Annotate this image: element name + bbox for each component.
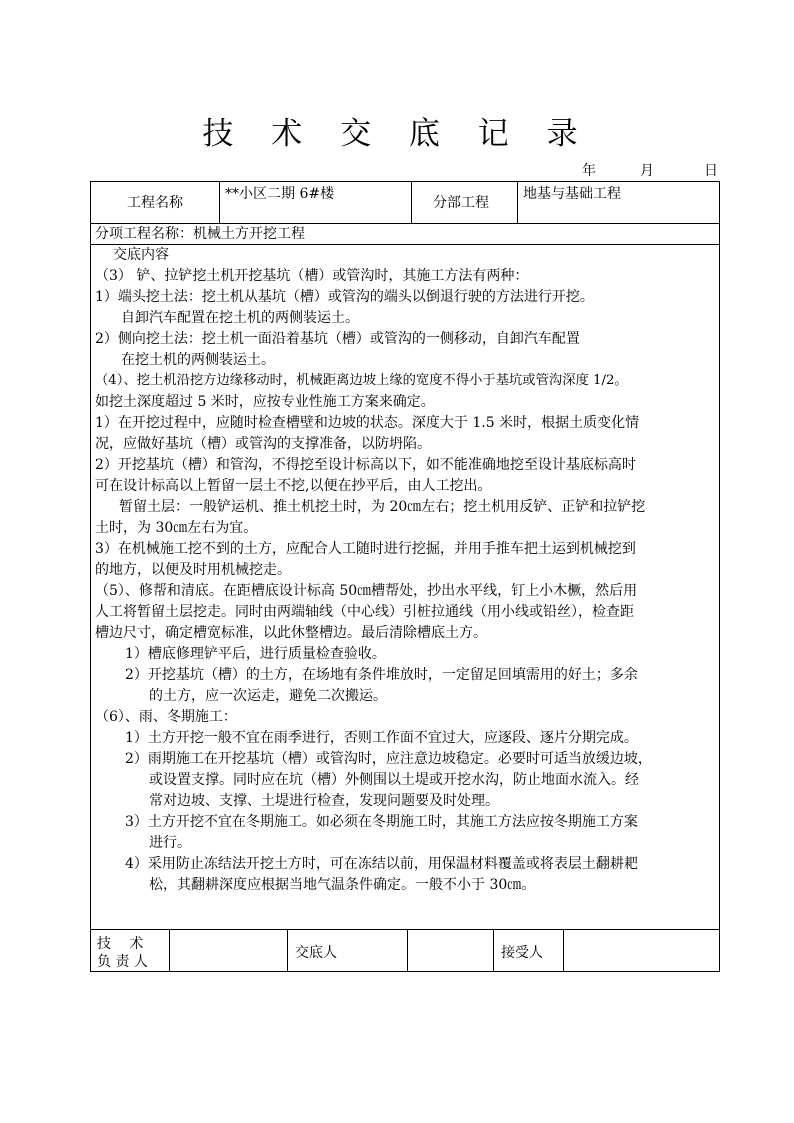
content-line: 进行。	[149, 835, 191, 851]
content-line: 1）槽底修理铲平后，进行质量检查验收。	[125, 646, 386, 662]
content-line: 2）开挖基坑（槽）的土方，在场地有条件堆放时，一定留足回填需用的好土；多余	[125, 667, 638, 683]
record-table	[90, 181, 720, 972]
content-line: 如挖土深度超过 5 米时，应按专业性施工方案来确定。	[95, 394, 435, 410]
tech-lead-label: 技 术	[97, 936, 144, 952]
content-line: 2）开挖基坑（槽）和管沟，不得挖至设计标高以下，如不能准确地挖至设计基底标高时	[95, 457, 636, 473]
column-divider	[169, 929, 170, 972]
division-value: 地基与基础工程	[523, 186, 621, 202]
content-line: （5）、修帮和清底。在距槽底设计标高 50㎝槽帮处，抄出水平线，钉上小木橛，然后用	[95, 583, 638, 599]
content-line: 3）土方开挖不宜在冬期施工。如必须在冬期施工时，其施工方法应按冬期施工方案	[125, 814, 638, 830]
content-line: 的地方，以便及时用机械挖走。	[95, 562, 291, 578]
content-line: 或设置支撑。同时应在坑（槽）外侧围以土堤或开挖水沟，防止地面水流入。经	[149, 772, 639, 788]
content-line: 1）端头挖土法：挖土机从基坑（槽）或管沟的端头以倒退行驶的方法进行开挖。	[95, 289, 594, 305]
column-divider	[287, 929, 288, 972]
content-line: 常对边坡、支撑、土堤进行检查，发现问题要及时处理。	[149, 793, 499, 809]
row-divider	[91, 244, 719, 245]
column-divider	[219, 182, 220, 223]
content-line: 松，其翻耕深度应根据当地气温条件确定。一般不小于 30㎝。	[149, 877, 536, 893]
content-line: 自卸汽车配置在挖土机的两侧装运土。	[121, 310, 359, 326]
column-divider	[493, 929, 494, 972]
content-line: （4）、挖土机沿挖方边缘移动时，机械距离边坡上缘的宽度不得小于基坑或管沟深度 1/2。	[95, 373, 628, 388]
division-label: 分部工程	[433, 195, 489, 211]
content-line: 在挖土机的两侧装运土。	[121, 352, 275, 368]
page-title: 技 术 交 底 记 录	[202, 116, 592, 152]
content-line: 1）在开挖过程中，应随时检查槽壁和边坡的状态。深度大于 1.5 米时，根据土质变化情	[95, 415, 640, 431]
column-divider	[407, 929, 408, 972]
month-label: 月	[640, 163, 654, 179]
content-line: 的土方，应一次运走，避免二次搬运。	[149, 688, 387, 704]
content-line: 3）在机械施工挖不到的土方，应配合人工随时进行挖掘，并用手推车把土运到机械挖到	[95, 541, 636, 557]
tech-lead-label-2: 负 责 人	[97, 954, 148, 970]
row-divider	[91, 929, 719, 930]
project-name-label: 工程名称	[127, 195, 183, 211]
column-divider	[563, 929, 564, 972]
content-heading: 交底内容	[113, 247, 169, 263]
content-line: 土时，为 30㎝左右为宜。	[95, 520, 258, 536]
row-divider	[91, 223, 719, 224]
content-line: 暂留土层：一般铲运机、推土机挖土时，为 20㎝左右；挖土机用反铲、正铲和拉铲挖	[119, 499, 646, 515]
content-line: 况，应做好基坑（槽）或管沟的支撑准备，以防坍陷。	[95, 436, 431, 452]
content-line: 1）土方开挖一般不宜在雨季进行，否则工作面不宜过大，应逐段、逐片分期完成。	[125, 730, 638, 746]
year-label: 年	[582, 163, 596, 179]
content-line: 4）采用防止冻结法开挖土方时，可在冻结以前，用保温材料覆盖或将表层土翻耕耙	[125, 856, 638, 872]
content-line: （3） 铲、拉铲挖土机开挖基坑（槽）或管沟时，其施工方法有两种：	[95, 268, 529, 284]
content-line: 可在设计标高以上暂留一层土不挖,以便在抄平后，由人工挖出。	[95, 478, 492, 494]
date-field	[580, 160, 720, 178]
content-line: （6）、雨、冬期施工：	[95, 709, 237, 725]
handover-person-label: 交底人	[295, 945, 337, 961]
content-line: 2）侧向挖土法：挖土机一面沿着基坑（槽）或管沟的一侧移动，自卸汽车配置	[95, 331, 580, 347]
receiver-label: 接受人	[501, 945, 543, 961]
content-line: 2）雨期施工在开挖基坑（槽）或管沟时，应注意边坡稳定。必要时可适当放缓边坡，	[125, 751, 652, 767]
content-line: 人工将暂留土层挖走。同时由两端轴线（中心线）引桩拉通线（用小线或铅丝），检查距	[95, 604, 634, 620]
column-divider	[411, 182, 412, 223]
content-line: 槽边尺寸，确定槽宽标准，以此休整槽边。最后清除槽底土方。	[95, 625, 487, 641]
column-divider	[517, 182, 518, 223]
subitem-name: 分项工程名称：机械土方开挖工程	[95, 226, 305, 242]
project-name-value: **小区二期 6#楼	[225, 186, 335, 202]
day-label: 日	[704, 163, 718, 179]
